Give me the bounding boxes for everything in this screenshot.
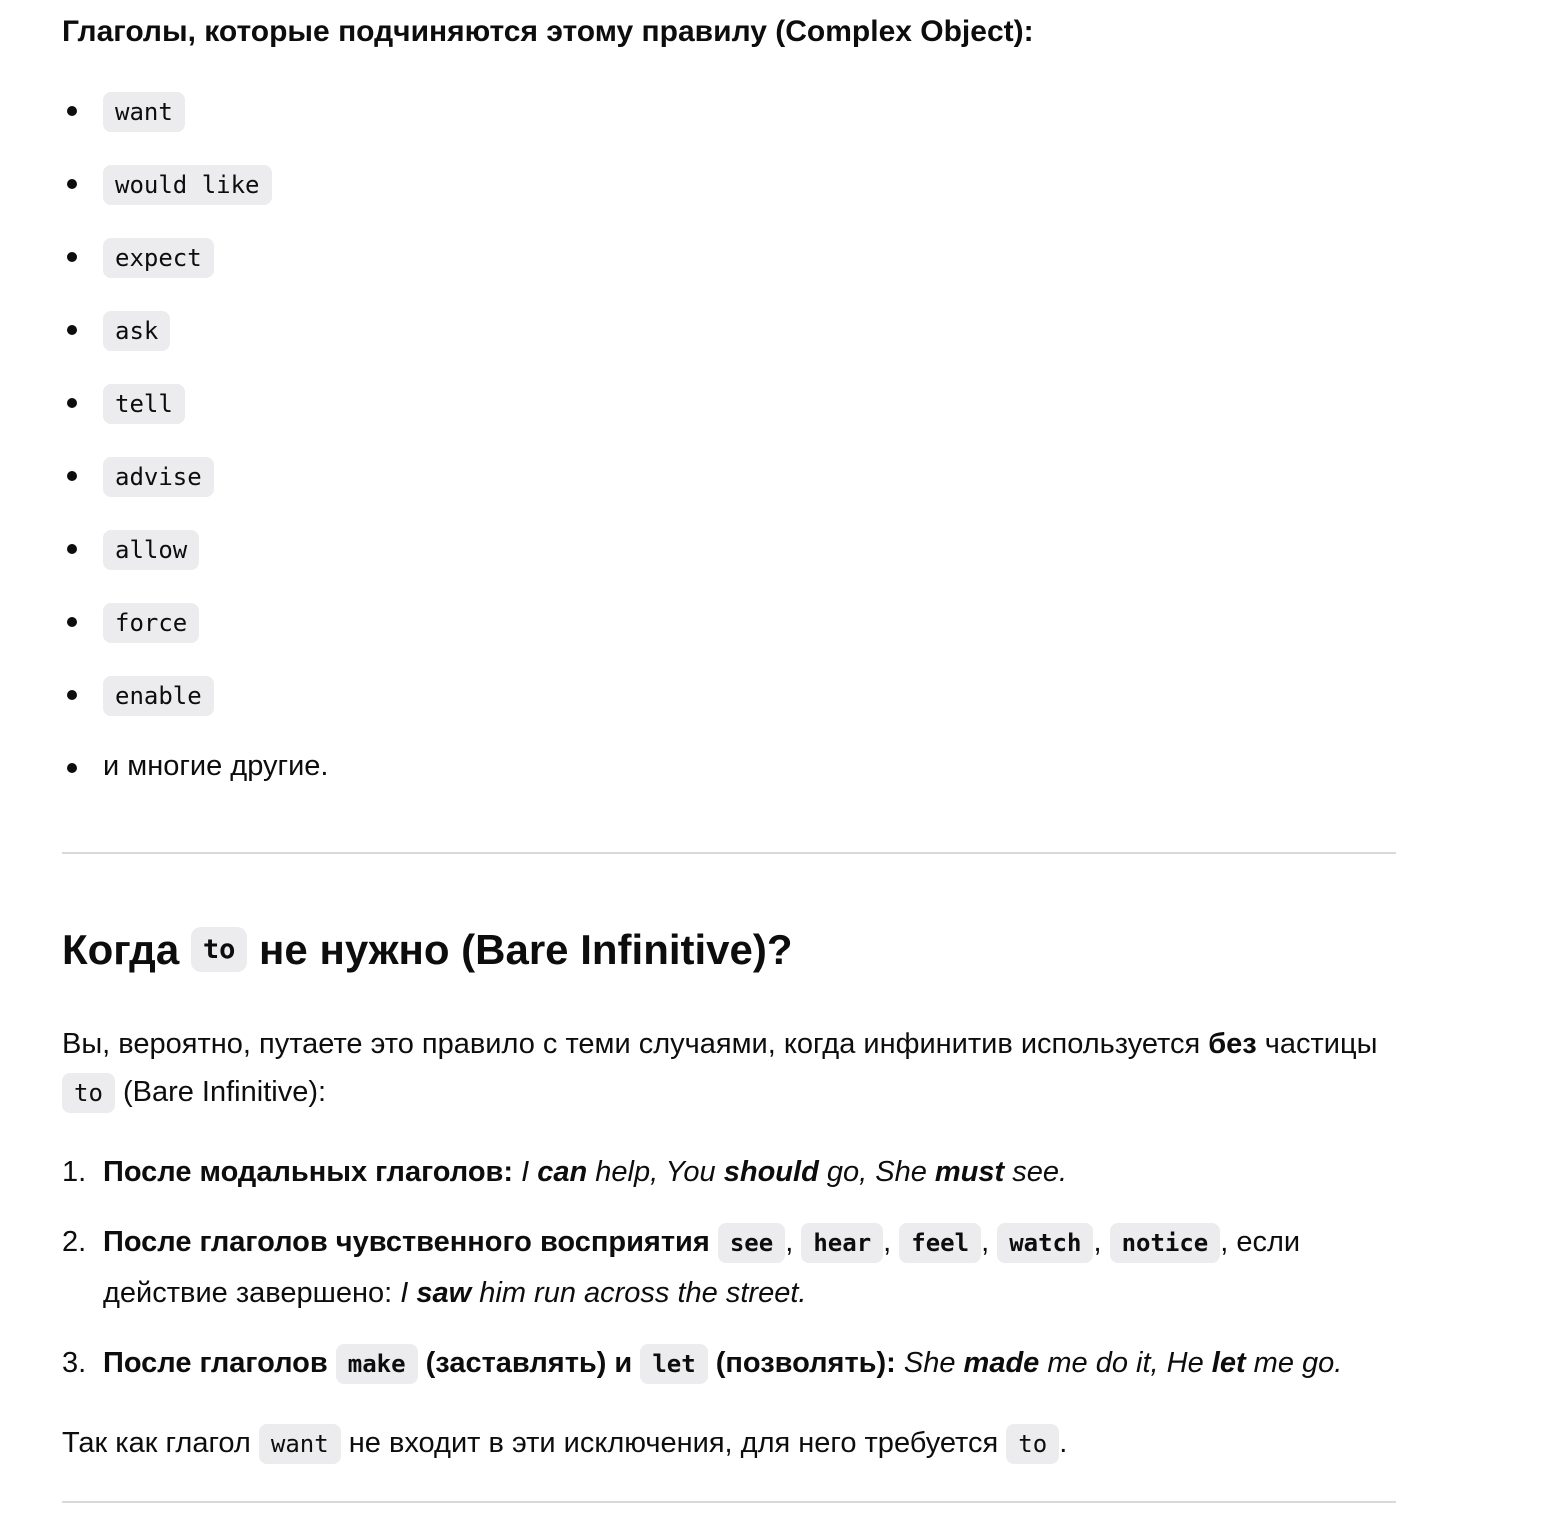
bare-infinitive-heading [62, 924, 1396, 976]
bullet-icon [67, 763, 77, 773]
inline-code: feel [899, 1223, 981, 1263]
text-segment: , если действие завершено: [103, 1226, 1301, 1309]
complex-object-verb-list [62, 91, 1396, 784]
text-segment: не нужно (Bare Infinitive)? [247, 926, 793, 973]
text-segment: без [1208, 1028, 1257, 1060]
text-segment: Вы, вероятно, путаете это правило с теми случаями, когда инфинитив используется [62, 1028, 1209, 1060]
text-segment: , [1093, 1226, 1110, 1258]
text-segment: Так как глагол [62, 1427, 259, 1459]
inline-code: to [1006, 1424, 1059, 1464]
list-item [62, 675, 1396, 716]
text-segment: частицы [1256, 1028, 1378, 1060]
text-segment: him run across the street. [471, 1277, 807, 1309]
inline-code: let [640, 1344, 707, 1384]
list-item-content [103, 1347, 1342, 1379]
text-segment [418, 1347, 426, 1379]
inline-code: allow [103, 530, 199, 570]
text-segment: После глаголов чувственного восприятия [103, 1226, 718, 1258]
list-item-content [103, 1156, 1067, 1188]
bare-infinitive-rules-list [62, 1147, 1396, 1389]
inline-code: tell [103, 384, 185, 424]
list-item [62, 164, 1396, 205]
list-item [62, 748, 1396, 784]
text-segment: . [1059, 1427, 1068, 1459]
text-segment: Когда [62, 926, 191, 973]
list-item [62, 456, 1396, 497]
inline-code: expect [103, 238, 214, 278]
text-segment: (заставлять) и [425, 1347, 641, 1379]
inline-code: see [718, 1223, 785, 1263]
inline-code: hear [801, 1223, 883, 1263]
inline-code: to [191, 927, 248, 972]
list-item [62, 310, 1396, 351]
text-segment: should [723, 1156, 819, 1188]
inline-code: ask [103, 311, 170, 351]
list-number: 2. [62, 1226, 87, 1258]
inline-code: enable [103, 676, 214, 716]
conclusion-paragraph [62, 1419, 1396, 1468]
text-segment: me go. [1245, 1347, 1343, 1379]
text-segment: I [400, 1277, 417, 1309]
inline-code: notice [1110, 1223, 1221, 1263]
text-segment: , [883, 1226, 900, 1258]
list-item [62, 91, 1396, 132]
inline-code: advise [103, 457, 214, 497]
text-segment: made [963, 1347, 1040, 1379]
bullet-icon [67, 617, 77, 627]
text-segment: , [785, 1226, 802, 1258]
inline-code: force [103, 603, 199, 643]
list-item [62, 602, 1396, 643]
text-segment: не входит в эти исключения, для него требуется [340, 1427, 1007, 1459]
text-segment: , [981, 1226, 998, 1258]
list-number: 1. [62, 1156, 87, 1188]
complex-object-verbs-heading: Глаголы, которые подчиняются этому правилу (Complex Object): [62, 15, 1034, 48]
list-item [62, 383, 1396, 424]
text-segment: see. [1004, 1156, 1068, 1188]
text-segment: saw [416, 1277, 472, 1309]
text-segment: can [537, 1156, 588, 1188]
bare-infinitive-intro-paragraph [62, 1020, 1396, 1117]
bullet-icon [67, 325, 77, 335]
inline-code: want [103, 92, 185, 132]
bullet-icon [67, 252, 77, 262]
text-segment: She [903, 1347, 964, 1379]
text-segment: me do it, He [1039, 1347, 1212, 1379]
bullet-icon [67, 398, 77, 408]
bullet-icon [67, 690, 77, 700]
list-item [62, 529, 1396, 570]
bottom-divider [62, 1501, 1396, 1503]
text-segment [896, 1347, 904, 1379]
text-segment: (Bare Infinitive): [114, 1076, 327, 1108]
text-segment: I [521, 1156, 538, 1188]
bullet-icon [67, 471, 77, 481]
list-item-content [103, 1226, 1300, 1309]
bullet-icon [67, 106, 77, 116]
text-segment: go, She [818, 1156, 935, 1188]
inline-code: watch [997, 1223, 1093, 1263]
list-item-make-let [62, 1338, 1396, 1389]
section-divider [62, 852, 1396, 854]
inline-code: want [259, 1424, 341, 1464]
text-segment [708, 1347, 716, 1379]
bullet-icon [67, 179, 77, 189]
inline-code: make [336, 1344, 418, 1384]
text-segment: let [1211, 1347, 1246, 1379]
text-segment: (позволять): [715, 1347, 896, 1379]
text-segment: и многие другие. [103, 750, 329, 782]
list-item [62, 237, 1396, 278]
text-segment: После модальных глаголов: [103, 1156, 514, 1188]
text-segment: must [934, 1156, 1005, 1188]
inline-code: would like [103, 165, 272, 205]
bullet-icon [67, 544, 77, 554]
list-item-perception-verbs [62, 1217, 1396, 1318]
text-segment: help, You [587, 1156, 724, 1188]
inline-code: to [62, 1073, 115, 1113]
text-segment [513, 1156, 521, 1188]
list-item-modal-verbs [62, 1147, 1396, 1197]
text-segment: После глаголов [103, 1347, 336, 1379]
list-number: 3. [62, 1347, 87, 1379]
